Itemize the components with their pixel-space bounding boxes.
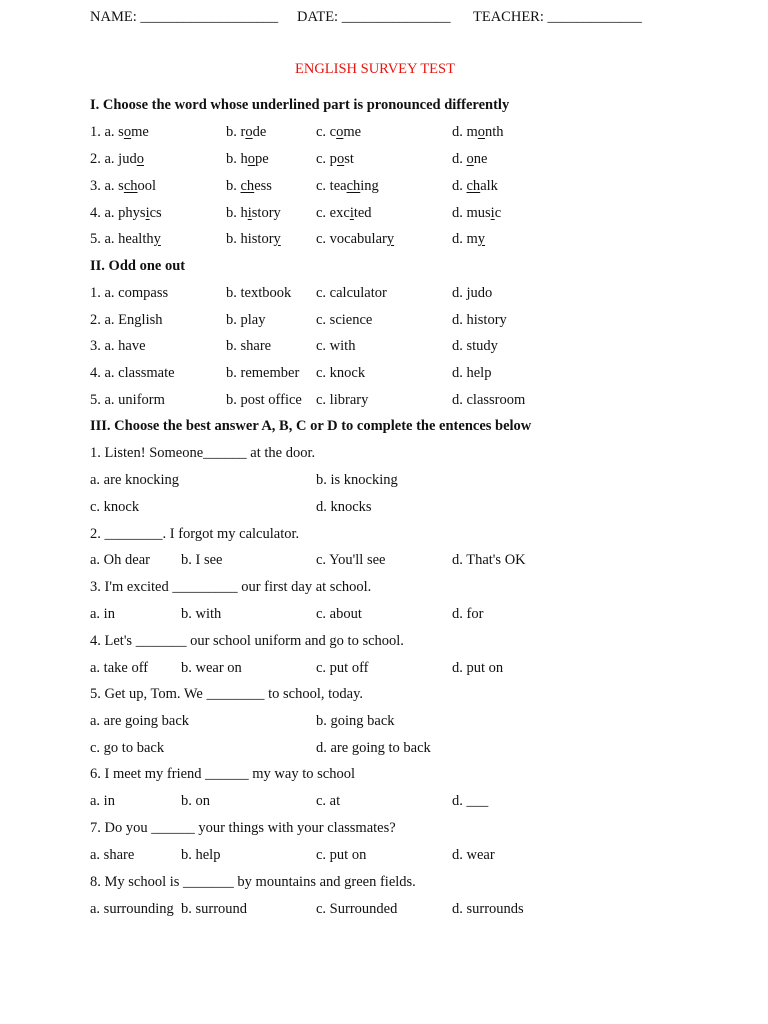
underlined-part: o [477, 124, 486, 140]
odd-q5-option-b: b. post office [226, 392, 302, 408]
odd-q4-option-a: 4. a. classmate [90, 365, 175, 381]
odd-q2-option-c: c. science [316, 312, 373, 328]
q2-option-b: b. I see [181, 552, 223, 568]
q3-option-c: c. teaching [316, 178, 379, 194]
q1-option-c: c. knock [90, 499, 140, 515]
section-1-heading: I. Choose the word whose underlined part is pronounced differently [90, 97, 510, 113]
q6-option-a: a. in [90, 793, 115, 809]
underlined-part: ch [466, 178, 481, 194]
q5-option-a: 5. a. healthy [90, 231, 161, 247]
q7-option-b: b. help [181, 847, 221, 863]
q6-option-d: d. ___ [452, 793, 489, 809]
odd-q5-option-c: c. library [316, 392, 369, 408]
question-6: 6. I meet my friend ______ my way to school [90, 766, 355, 782]
q8-option-b: b. surround [181, 901, 248, 917]
q4-option-b: b. wear on [181, 660, 242, 676]
underlined-part: y [273, 231, 281, 247]
q3-option-b: b. chess [226, 178, 272, 194]
name-field: NAME: ___________________ [90, 9, 279, 25]
q2-option-c: c. You'll see [316, 552, 386, 568]
underlined-part: i [247, 205, 252, 221]
question-5: 5. Get up, Tom. We ________ to school, today. [90, 686, 364, 702]
q3-option-a: a. in [90, 606, 115, 622]
q2-option-a: 2. a. judo [90, 151, 144, 167]
underlined-part: o [123, 124, 132, 140]
underlined-part: ch [123, 178, 138, 194]
odd-q1-option-b: b. textbook [226, 285, 292, 301]
section-3-heading: III. Choose the best answer A, B, C or D to complete the entences below [90, 418, 532, 434]
q4-option-c: c. excited [316, 205, 372, 221]
q5-option-c: c. vocabulary [316, 231, 395, 247]
q3-option-c: c. about [316, 606, 362, 622]
q4-option-c: c. put off [316, 660, 369, 676]
q8-option-d: d. surrounds [452, 901, 524, 917]
date-field: DATE: _______________ [297, 9, 451, 25]
q5-option-b: b. history [226, 231, 281, 247]
teacher-field: TEACHER: _____________ [473, 9, 642, 25]
q1-option-d: d. month [452, 124, 504, 140]
odd-q4-option-d: d. help [452, 365, 492, 381]
q2-option-a: a. Oh dear [90, 552, 150, 568]
q6-option-b: b. on [181, 793, 210, 809]
odd-q5-option-d: d. classroom [452, 392, 526, 408]
q4-option-a: 4. a. physics [90, 205, 162, 221]
odd-q1-option-d: d. judo [452, 285, 493, 301]
q3-option-b: b. with [181, 606, 222, 622]
underlined-part: o [336, 151, 345, 167]
q1-option-a: a. are knocking [90, 472, 179, 488]
q6-option-c: c. at [316, 793, 341, 809]
odd-q4-option-b: b. remember [226, 365, 300, 381]
underlined-part: o [336, 124, 344, 140]
odd-q3-option-b: b. share [226, 338, 272, 354]
question-3: 3. I'm excited _________ our first day at school. [90, 579, 372, 595]
odd-q4-option-c: c. knock [316, 365, 366, 381]
q8-option-c: c. Surrounded [316, 901, 398, 917]
underlined-part: ch [346, 178, 361, 194]
q1-option-b: b. rode [226, 124, 267, 140]
question-1: 1. Listen! Someone______ at the door. [90, 445, 316, 461]
q4-option-d: d. music [452, 205, 502, 221]
page-title: ENGLISH SURVEY TEST [295, 61, 455, 77]
odd-q1-option-c: c. calculator [316, 285, 387, 301]
q3-option-d: d. for [452, 606, 484, 622]
q2-option-b: b. hope [226, 151, 269, 167]
underlined-part: ch [240, 178, 255, 194]
odd-q5-option-a: 5. a. uniform [90, 392, 165, 408]
underlined-part: o [247, 151, 255, 167]
underlined-part: i [490, 205, 495, 221]
q8-option-a: a. surrounding [90, 901, 174, 917]
q2-option-d: d. That's OK [452, 552, 526, 568]
q4-option-d: d. put on [452, 660, 504, 676]
q4-option-b: b. history [226, 205, 281, 221]
question-4: 4. Let's _______ our school uniform and go to school. [90, 633, 404, 649]
question-7: 7. Do you ______ your things with your classmates? [90, 820, 396, 836]
odd-q2-option-d: d. history [452, 312, 507, 328]
odd-q3-option-a: 3. a. have [90, 338, 146, 354]
underlined-part: y [477, 231, 486, 247]
underlined-part: o [245, 124, 253, 140]
odd-q3-option-c: c. with [316, 338, 356, 354]
q1-option-c: c. come [316, 124, 362, 140]
q5-option-b: b. going back [316, 713, 395, 729]
q5-option-d: d. my [452, 231, 486, 247]
question-8: 8. My school is _______ by mountains and green fields. [90, 874, 416, 890]
underlined-part: o [466, 151, 474, 167]
underlined-part: i [145, 205, 150, 221]
odd-q2-option-a: 2. a. English [90, 312, 163, 328]
q4-option-a: a. take off [90, 660, 149, 676]
question-2: 2. ________. I forgot my calculator. [90, 526, 300, 542]
q3-option-d: d. chalk [452, 178, 498, 194]
q1-option-d: d. knocks [316, 499, 372, 515]
section-2-heading: II. Odd one out [90, 258, 186, 274]
underlined-part: i [349, 205, 354, 221]
underlined-part: y [153, 231, 161, 247]
underlined-part: y [386, 231, 395, 247]
q3-option-a: 3. a. school [90, 178, 157, 194]
q1-option-b: b. is knocking [316, 472, 398, 488]
q5-option-d: d. are going to back [316, 740, 431, 756]
q2-option-c: c. post [316, 151, 354, 167]
odd-q2-option-b: b. play [226, 312, 266, 328]
q7-option-a: a. share [90, 847, 135, 863]
q7-option-c: c. put on [316, 847, 367, 863]
underlined-part: o [136, 151, 144, 167]
q5-option-c: c. go to back [90, 740, 165, 756]
odd-q1-option-a: 1. a. compass [90, 285, 169, 301]
q1-option-a: 1. a. some [90, 124, 149, 140]
q5-option-a: a. are going back [90, 713, 190, 729]
q2-option-d: d. one [452, 151, 488, 167]
odd-q3-option-d: d. study [452, 338, 498, 354]
q7-option-d: d. wear [452, 847, 495, 863]
